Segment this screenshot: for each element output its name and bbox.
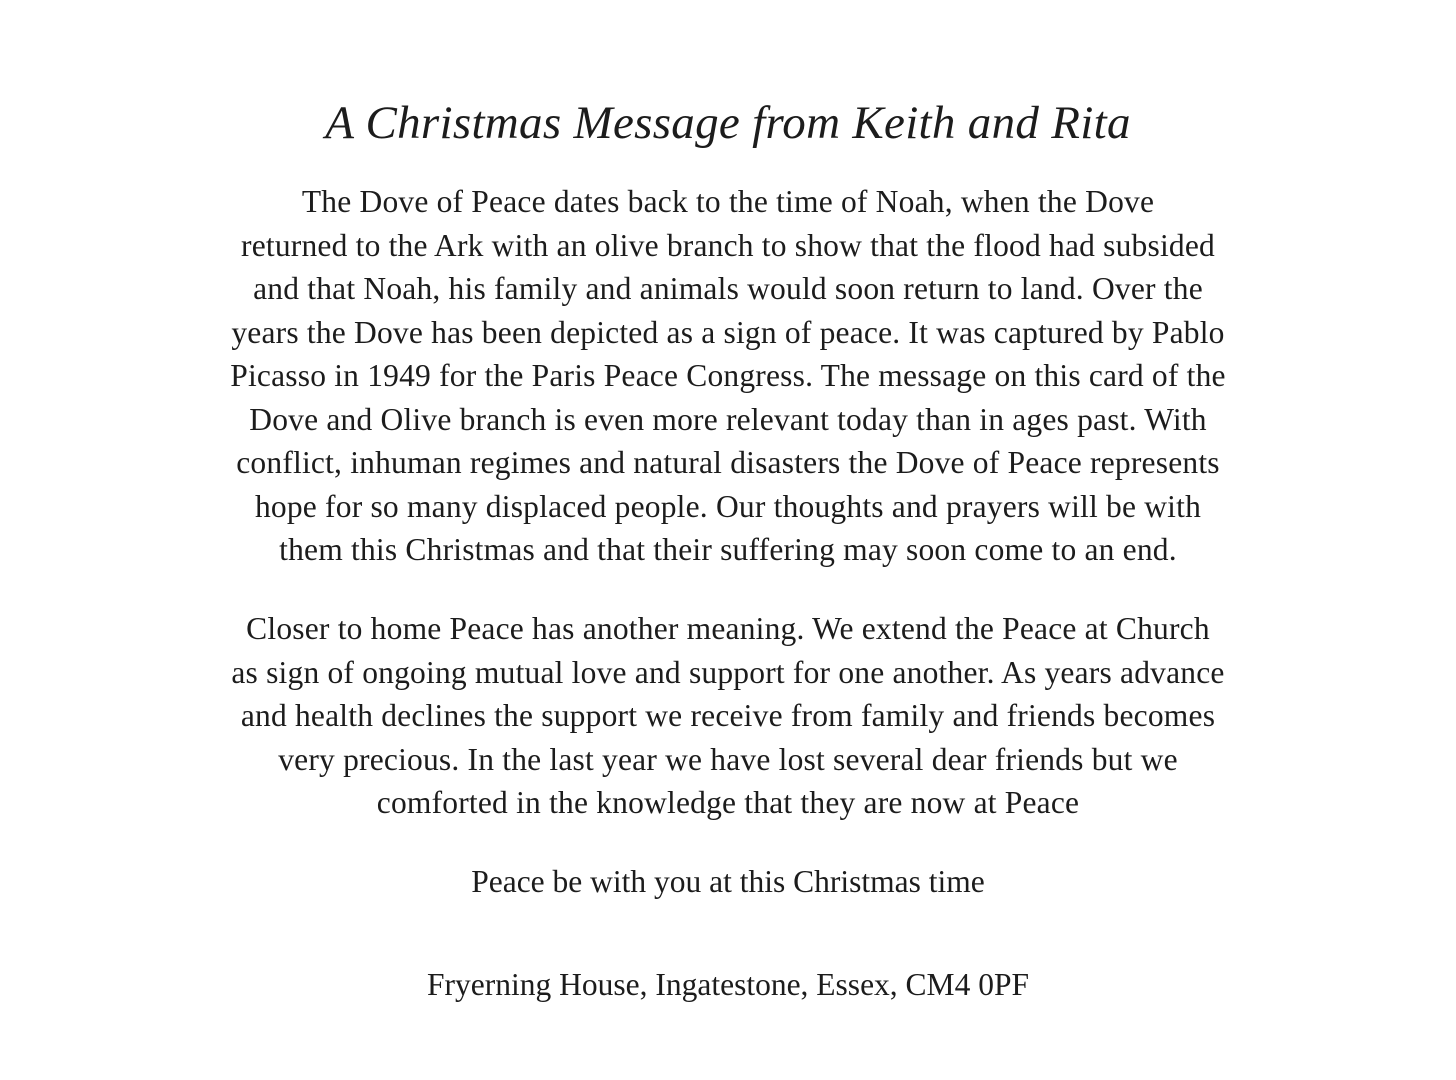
paragraph-line: hope for so many displaced people. Our thoughts and prayers will be with <box>254 488 1202 524</box>
paragraph-line: returned to the Ark with an olive branch to show that the flood had subsided <box>241 227 1215 263</box>
message-paragraph-2 <box>0 607 1456 825</box>
paragraph-line: Dove and Olive branch is even more relevant today than in ages past. With <box>249 401 1207 437</box>
paragraph-line: and that Noah, his family and animals would soon return to land. Over the <box>253 271 1203 306</box>
paragraph-line: and health declines the support we receive from family and friends becomes <box>240 698 1216 733</box>
paragraph-line: conflict, inhuman regimes and natural disasters the Dove of Peace represents <box>236 445 1220 480</box>
paragraph-line: them this Christmas and that their suffering may soon come to an end. <box>279 532 1177 567</box>
paragraph-line: Picasso in 1949 for the Paris Peace Congress. The message on this card of the <box>230 358 1226 393</box>
paragraph-line: as sign of ongoing mutual love and support for one another. As years advance <box>231 654 1225 690</box>
paragraph-line: The Dove of Peace dates back to the time of Noah, when the Dove <box>301 184 1155 219</box>
message-paragraph-1 <box>0 180 1456 572</box>
card-title: A Christmas Message from Keith and Rita <box>325 97 1131 149</box>
closing-line: Peace be with you at this Christmas time <box>471 864 985 899</box>
paragraph-line: Closer to home Peace has another meaning. We extend the Peace at Church <box>246 611 1210 646</box>
sender-address: Fryerning House, Ingatestone, Essex, CM4 0PF <box>427 967 1029 1002</box>
paragraph-line: years the Dove has been depicted as a sign of peace. It was captured by Pablo <box>231 314 1225 350</box>
paragraph-line: very precious. In the last year we have lost several dear friends but we <box>278 741 1178 777</box>
paragraph-line: comforted in the knowledge that they are now at Peace <box>376 785 1080 820</box>
